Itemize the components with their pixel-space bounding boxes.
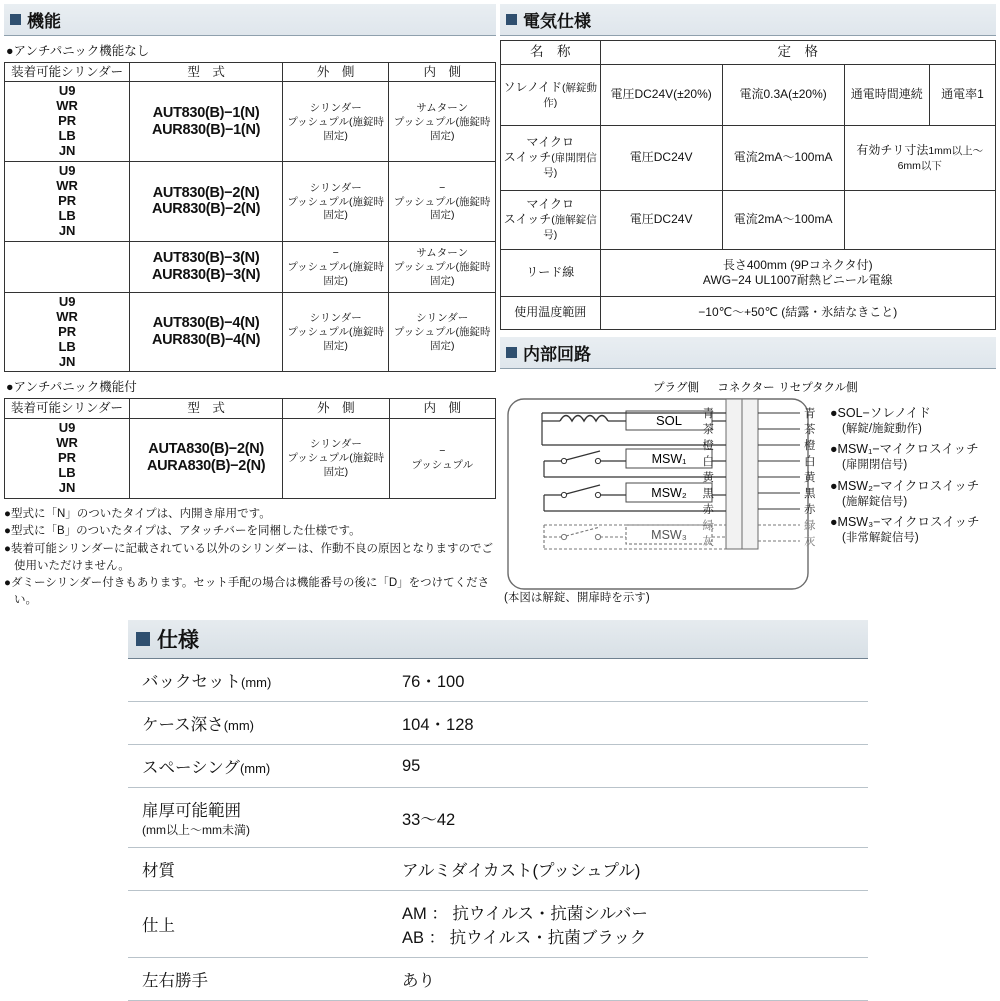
cell-model: AUTA830(B)−2(N) AURA830(B)−2(N) [146,441,266,475]
spec-value [388,891,868,958]
table-header-row [5,399,496,418]
cell-cylinders: U9 WR PR LB JN [56,419,78,495]
spec-key-unit: (mm) [241,675,272,690]
section-header-spec [128,620,868,659]
spec-value: 33〜42 [388,788,868,848]
col-inside: 内 側 [389,399,495,418]
function-table-panic [4,398,496,498]
cell-outside: シリンダー プッシュプル [287,312,362,339]
cell-dutyratio: 1 [977,87,984,102]
svg-text:MSW₃: MSW₃ [651,527,687,542]
cell-cylinders: U9 WR PR LB JN [56,83,78,159]
table-row [128,659,868,702]
cell-duration: 連続 [898,87,923,102]
circuit-note: (本図は解錠、開扉時を示す) [504,591,650,604]
cell-inside: シリンダー プッシュプル [393,312,469,339]
table-row [128,848,868,891]
table-row [128,745,868,788]
cell-empty [844,190,995,249]
wire-color-left: 白 [702,455,714,468]
svg-text:MSW₁: MSW₁ [651,451,687,466]
cell-duration-label: 通電時間 [850,87,899,102]
legend-main: ●MSW₃−マイクロスイッチ [830,515,980,530]
spec-key-text: ケース深さ [142,716,224,734]
note-item: ●型式に「N」のついたタイプは、内開き扉用です。 [4,507,271,520]
spec-value-text: AM ： 抗ウイルス・抗菌シルバー AB ： 抗ウイルス・抗菌ブラック [402,905,648,947]
col-outside: 外 側 [283,399,389,418]
cell-current-label: 電流 [733,150,758,165]
wire-color-left: 青 [702,407,714,420]
cell-lead-value: 長さ400mm (9Pコネクタ付) AWG−24 UL1007耐熱ビニール電線 [702,257,893,287]
cell-outside: シリンダー プッシュプル [287,438,362,465]
wire-color-right: 黄 [804,471,816,484]
cell-name-sub: (扉開閉信号) [543,152,597,180]
cell-inside: サムターン プッシュプル [393,247,469,273]
function-table-nonpanic [4,62,496,372]
cell-clearance: 1mm以上〜6mm以下 [897,144,984,172]
cell-inside-sub: (施錠時固定) [429,326,491,352]
function-notes [4,506,496,609]
cell-voltage: DC24V [653,150,693,165]
cell-inside-sub: (施錠時固定) [429,195,491,222]
svg-text:MSW₂: MSW₂ [651,485,687,500]
nonpanic-label: ●アンチパニック機能なし [6,44,150,58]
cell-name-sub: (施解錠信号) [543,214,597,242]
cell-name: ソレノイド [503,79,562,94]
spec-value: 76・100 [388,659,868,702]
cell-voltage-label: 電圧 [629,212,654,227]
spec-key-text: スペーシング [142,759,240,777]
legend-sub: (解錠/施錠動作) [842,422,922,435]
wire-color-right: 灰 [804,535,816,548]
col-model: 型 式 [130,63,283,82]
cell-inside: − プッシュプル [411,445,474,472]
spec-key-sub: (mm以上〜mm未満) [142,823,250,837]
spec-key [128,745,388,788]
legend-main: ●SOL−ソレノイド [830,405,931,420]
wire-color-left: 茶 [702,423,714,436]
cell-model: AUT830(B)−2(N) AUR830(B)−2(N) [151,184,261,218]
spec-key [128,702,388,745]
spec-key-text: 左右勝手 [142,972,208,990]
col-inside: 内 側 [389,63,496,82]
legend-main: ●MSW₁−マイクロスイッチ [830,442,979,457]
wire-color-left: 赤 [702,503,714,516]
table-row [501,296,996,329]
spec-value: 95 [388,745,868,788]
section-header-function [4,4,496,36]
wire-color-right: 橙 [804,439,816,452]
legend-item [830,405,996,437]
table-row [501,190,996,249]
legend-item [830,478,996,510]
cell-outside-sub: (施錠時固定) [323,115,384,142]
section-title-electric: 電気仕様 [523,12,591,31]
cell-name: マイクロ スイッチ [503,135,575,165]
section-title-spec: 仕様 [157,629,199,652]
spec-value: あり [388,958,868,1001]
cell-clearance-label: 有効チリ寸法 [856,142,929,157]
table-row [5,82,496,162]
cell-outside-sub: (施錠時固定) [323,452,385,479]
cell-dutyratio-label: 通電率 [941,87,978,102]
legend-item [830,441,996,473]
spec-value: 104・128 [388,702,868,745]
col-cylinder: 装着可能シリンダー [5,63,130,82]
spec-key [128,848,388,891]
table-row [128,891,868,958]
cell-current-label: 電流 [733,212,758,227]
cell-current: 2mA〜100mA [757,150,833,165]
table-row [501,125,996,190]
col-cylinder: 装着可能シリンダー [5,399,130,418]
spec-key [128,659,388,702]
wire-color-left: 黒 [702,487,714,500]
wire-color-right: 緑 [804,519,816,532]
cell-current: 0.3A(±20%) [763,87,827,102]
cell-lead-name: リード線 [501,249,601,296]
svg-text:リセプタクル側: リセプタクル側 [778,381,858,394]
spec-key-text: バックセット [142,673,241,691]
cell-inside: − プッシュプル [393,181,456,208]
spec-key [128,788,388,848]
table-row [5,162,496,242]
cell-temp-value: −10℃〜+50℃ (結露・氷結なきこと) [600,296,995,329]
wire-color-right: 黒 [804,487,816,500]
col-model: 型 式 [130,399,283,418]
wire-color-left: 橙 [702,439,714,452]
table-row [128,788,868,848]
spec-key-text: 扉厚可能範囲 [142,802,241,820]
electric-column [500,4,996,613]
wire-color-right: 青 [804,407,816,420]
cell-cylinders: U9 WR PR LB JN [56,293,78,369]
table-row [5,292,496,372]
table-row [128,702,868,745]
spec-key-unit: (mm) [239,761,271,776]
table-row [501,249,996,296]
legend-main: ●MSW₂−マイクロスイッチ [830,478,980,493]
circuit-legend [830,405,996,551]
cell-outside: シリンダー プッシュプル [287,102,362,128]
cell-voltage-label: 電圧 [610,87,635,102]
table-header-row [5,63,496,82]
function-column [4,4,496,610]
col-outside: 外 側 [282,63,389,82]
note-item: ●装着可能シリンダーに記載されている以外のシリンダーは、作動不良の原因となりますのでご使用いただけません。 [4,542,494,572]
square-bullet-icon [506,14,517,25]
spec-key [128,958,388,1001]
section-header-circuit [500,337,996,369]
note-item: ●型式に「B」のついたタイプは、アタッチバーを同梱した仕様です。 [4,525,361,538]
svg-text:SOL: SOL [655,412,683,428]
legend-sub: (扉開閉信号) [842,459,908,472]
wire-color-left: 黄 [702,471,714,484]
cell-inside: サムターン プッシュプル [393,102,469,128]
legend-sub: (施解錠信号) [842,495,908,508]
table-row [501,64,996,125]
cell-name: マイクロ スイッチ [503,197,575,227]
section-title-function: 機能 [27,12,61,31]
table-row [5,418,496,498]
cell-inside-sub: (施錠時固定) [429,115,491,142]
section-title-circuit: 内部回路 [523,344,591,364]
cell-cylinders: U9 WR PR LB JN [56,163,78,238]
table-header-row [501,41,996,65]
spec-key [128,891,388,958]
square-bullet-icon [136,632,150,646]
cell-voltage: DC24V(±20%) [634,87,712,102]
legend-sub: (非常解錠信号) [842,531,919,544]
cell-current-label: 電流 [739,87,764,102]
internal-circuit-diagram [500,373,996,613]
square-bullet-icon [10,14,21,25]
cell-outside: シリンダー プッシュプル [287,181,362,208]
cell-inside-sub: (施錠時固定) [429,260,491,287]
cell-name-sub: (解錠動作) [543,81,597,109]
spec-table [128,659,868,1001]
cell-temp-name: 使用温度範囲 [501,296,601,329]
cell-model: AUT830(B)−4(N) AUR830(B)−4(N) [151,315,261,349]
wire-color-left: 緑 [702,519,714,532]
col-name: 名 称 [501,41,601,65]
wire-color-left: 灰 [702,535,714,548]
cell-voltage-label: 電圧 [629,150,654,165]
spec-key-text: 仕上 [142,917,175,935]
wire-color-right: 赤 [804,503,816,516]
table-row [5,241,496,292]
spec-key-unit: (mm) [223,718,255,733]
note-item: ●ダミーシリンダー付きもあります。セット手配の場合は機能番号の後に「D」をつけてください。 [4,577,490,606]
spec-key-text: 材質 [142,862,175,880]
panic-label: ●アンチパニック機能付 [6,380,137,395]
svg-text:プラグ側: プラグ側 [653,381,699,394]
cell-outside-sub: (施錠時固定) [323,260,384,287]
cell-model: AUT830(B)−1(N) AUR830(B)−1(N) [151,105,261,138]
cell-outside-sub: (施錠時固定) [323,326,384,352]
table-row [128,958,868,1001]
col-rating: 定 格 [600,41,995,65]
legend-item [830,514,996,546]
section-header-electric [500,4,996,36]
square-bullet-icon [506,347,517,358]
spec-value: アルミダイカスト(プッシュプル) [388,848,868,891]
svg-text:コネクター: コネクター [717,381,775,394]
cell-voltage: DC24V [653,212,693,227]
electric-spec-table [500,40,996,330]
cell-outside: − プッシュプル [287,247,349,273]
cell-model: AUT830(B)−3(N) AUR830(B)−3(N) [151,250,261,283]
spec-section [128,620,868,1001]
wire-color-right: 白 [804,455,816,468]
cell-current: 2mA〜100mA [757,212,833,227]
cell-outside-sub: (施錠時固定) [323,195,384,222]
wire-color-right: 茶 [804,423,816,436]
